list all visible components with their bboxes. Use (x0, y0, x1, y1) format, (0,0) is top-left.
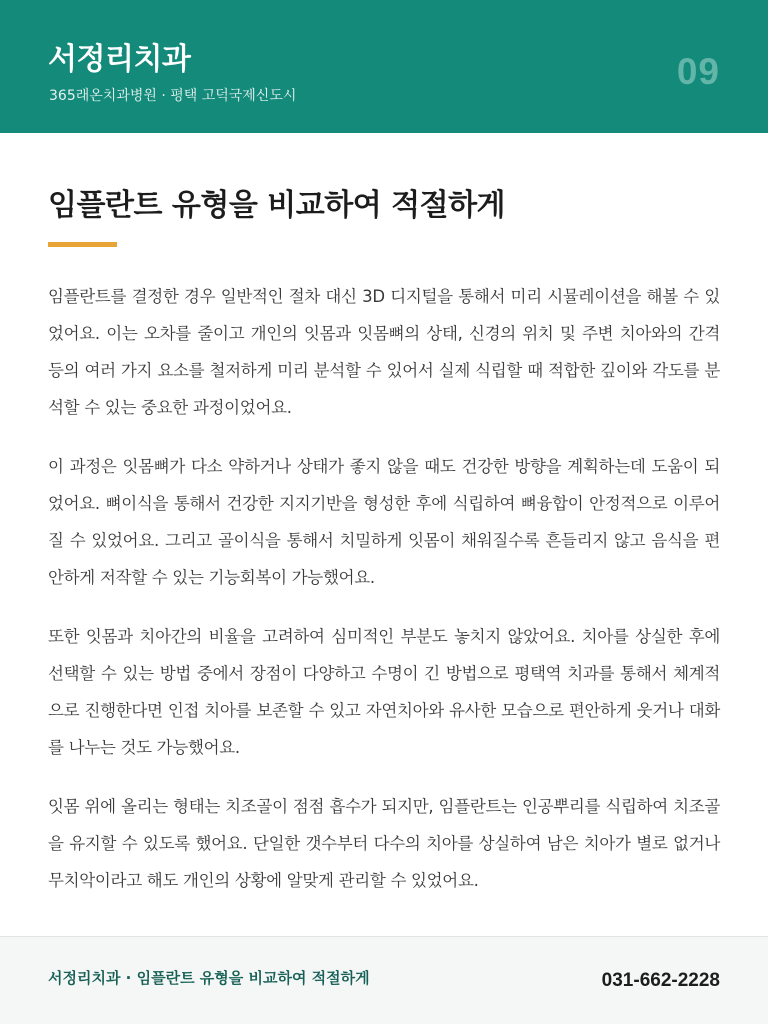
article-title: 임플란트 유형을 비교하여 적절하게 (48, 188, 506, 223)
phone-number[interactable]: 031-662-2228 (601, 970, 720, 991)
paragraph-4: 잇몸 위에 올리는 형태는 치조골이 점점 흡수가 되지만, 임플란트는 인공뿌리를 식립하여 치조골을 유지할 수 있도록 했어요. 단일한 갯수부터 다수의 치아를 상실하여 남은 치아가 별로 없거나 무치악이라고 해도 개인의 상황에 알맞게 관리할 수 있었어요. (48, 797, 720, 890)
header-banner (0, 0, 768, 133)
footer-caption: 서정리치과 · 임플란트 유형을 비교하여 적절하게 (48, 969, 370, 987)
page-number: 09 (676, 51, 720, 92)
title-accent-bar (48, 242, 117, 247)
footer-bar (0, 936, 768, 1024)
article-body (48, 278, 720, 921)
paragraph-2: 이 과정은 잇몸뼈가 다소 약하거나 상태가 좋지 않을 때도 건강한 방향을 계획하는데 도움이 되었어요. 뼈이식을 통해서 건강한 지지기반을 형성한 후에 식립하여 뼈융합이 안정적으로 이루어질 수 있었어요. 그리고 골이식을 통해서 치밀하게 잇몸이 채워질수록 흔들리지 않고 음식을 편안하게 저작할 수 있는 기능회복이 가능했어요. (48, 457, 720, 587)
paragraph-3: 또한 잇몸과 치아간의 비율을 고려하여 심미적인 부분도 놓치지 않았어요. 치아를 상실한 후에 선택할 수 있는 방법 중에서 장점이 다양하고 수명이 긴 방법으로 평택역 치과를 통해서 체계적으로 진행한다면 인접 치아를 보존할 수 있고 자연치아와 유사한 모습으로 편안하게 웃거나 대화를 나누는 것도 가능했어요. (48, 627, 720, 757)
clinic-subtitle: 365래온치과병원 · 평택 고덕국제신도시 (49, 88, 297, 104)
clinic-name: 서정리치과 (48, 42, 191, 77)
paragraph-1: 임플란트를 결정한 경우 일반적인 절차 대신 3D 디지털을 통해서 미리 시뮬레이션을 해볼 수 있었어요. 이는 오차를 줄이고 개인의 잇몸과 잇몸뼈의 상태, 신경의 위치 및 주변 치아와의 간격 등의 여러 가지 요소를 철저하게 미리 분석할 수 있어서 실제 식립할 때 적합한 깊이와 각도를 분석할 수 있는 중요한 과정이었어요. (48, 287, 720, 417)
